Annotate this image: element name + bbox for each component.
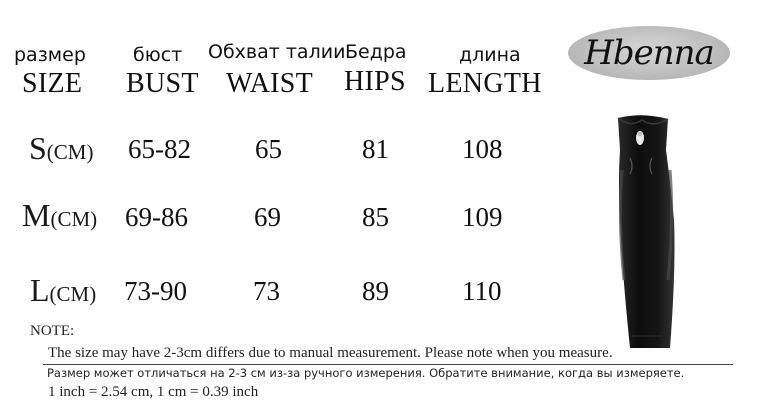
waist-m: 69 xyxy=(254,202,281,232)
brand-name: Hbenna xyxy=(584,33,714,73)
hips-l: 89 xyxy=(362,276,389,306)
header-waist: WAIST xyxy=(226,68,314,99)
note-conversion: 1 inch = 2.54 cm, 1 cm = 0.39 inch xyxy=(48,384,259,400)
hips-s: 81 xyxy=(362,134,389,164)
bust-m: 69-86 xyxy=(125,202,188,232)
header-size-ru: размер xyxy=(14,44,86,66)
note-line-en: The size may have 2-3cm differs due to manual measurement. Please note when you measure. xyxy=(48,345,613,361)
size-label-l: L(CM) xyxy=(30,272,97,308)
bust-s: 65-82 xyxy=(128,134,191,164)
waist-l: 73 xyxy=(253,276,280,306)
size-label-s: S(CM) xyxy=(29,130,94,166)
note-divider xyxy=(43,364,733,365)
dress-body-shape xyxy=(618,115,675,348)
header-length: LENGTH xyxy=(428,68,542,99)
hips-m: 85 xyxy=(362,202,389,232)
header-bust: BUST xyxy=(126,68,199,99)
ring-hardware xyxy=(638,132,642,136)
header-hips-ru: Бедра xyxy=(345,41,407,63)
note-title: NOTE: xyxy=(30,323,75,339)
header-length-ru: длина xyxy=(459,44,521,66)
size-label-m: M(CM) xyxy=(22,197,98,233)
header-waist-ru: Обхват талии xyxy=(208,41,346,63)
note-line-ru: Размер может отличаться на 2-3 см из-за ручного измерения. Обратите внимание, когда вы измеряете. xyxy=(47,366,685,380)
length-s: 108 xyxy=(462,134,503,164)
length-l: 110 xyxy=(462,276,502,306)
length-m: 109 xyxy=(462,202,503,232)
header-hips: HIPS xyxy=(344,66,406,97)
bust-l: 73-90 xyxy=(124,276,187,306)
header-size: SIZE xyxy=(22,68,83,99)
waist-s: 65 xyxy=(255,134,282,164)
header-bust-ru: бюст xyxy=(133,44,183,66)
dress-image xyxy=(600,110,684,350)
brand-logo xyxy=(568,26,730,80)
